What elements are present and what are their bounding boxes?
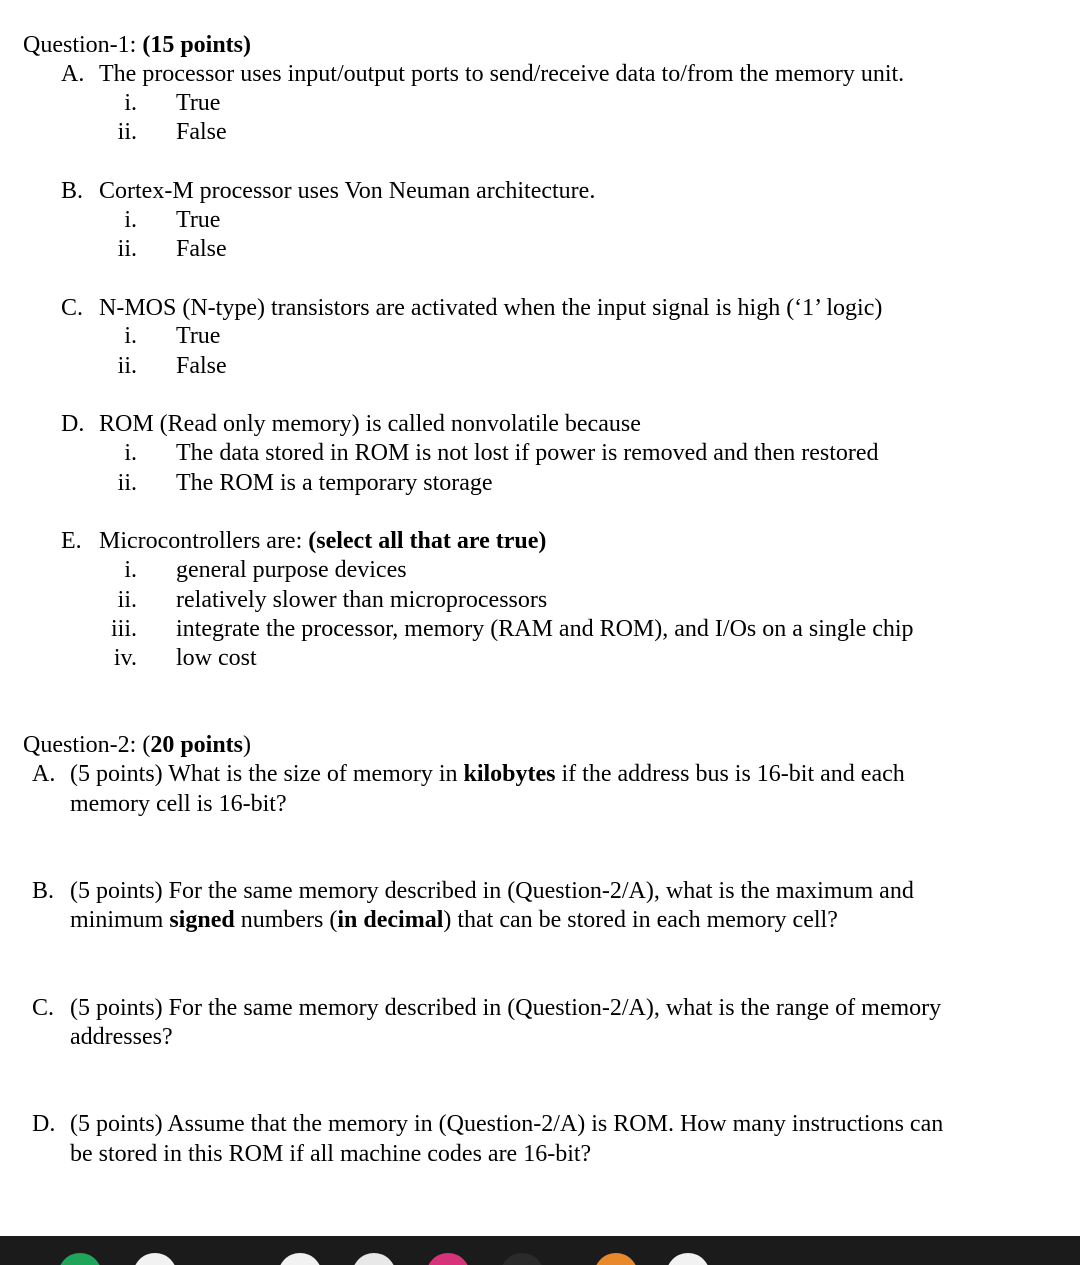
q2-b-text: ) that can be stored in each memory cell? [443, 907, 838, 933]
q1-a-option-num: i. [124, 90, 137, 116]
q1-part-b-label: B. [61, 178, 84, 204]
q1-part-c-text: N-MOS (N-type) transistors are activated when the input signal is high (‘1’ logic) [99, 295, 883, 321]
q1-part-e-text-plain: Microcontrollers are: [99, 528, 309, 554]
app-icon-green[interactable] [58, 1253, 102, 1265]
q1-part-e-text-bold: (select all that are true) [308, 528, 547, 554]
app-icon-orange[interactable] [594, 1253, 638, 1265]
question-1-heading [23, 31, 251, 60]
q1-e-option-num: i. [124, 557, 137, 583]
bottom-dock [0, 1236, 1080, 1265]
q2-b-text: minimum [70, 907, 170, 933]
q1-b-option-text[interactable]: True [176, 207, 221, 233]
app-icon-pink[interactable] [426, 1253, 470, 1265]
q2-part-a-line2: memory cell is 16-bit? [70, 791, 287, 817]
app-icon-white-4[interactable] [666, 1253, 710, 1265]
q1-c-option-num: i. [124, 323, 137, 349]
question-2-heading [23, 731, 251, 760]
q1-part-d-label: D. [61, 411, 85, 437]
app-icon-white-2[interactable] [278, 1253, 322, 1265]
q2-part-b-line2 [70, 906, 838, 935]
q1-d-option-num: ii. [117, 470, 137, 496]
q1-e-option-text[interactable]: general purpose devices [176, 557, 407, 583]
q1-a-option-text[interactable]: False [176, 119, 227, 145]
question-2-title: Question-2: ( [23, 732, 151, 758]
app-icon-dark[interactable] [500, 1253, 544, 1265]
q1-part-b-text: Cortex-M processor uses Von Neuman architecture. [99, 178, 596, 204]
q2-a-text: (5 points) What is the size of memory in [70, 761, 464, 787]
question-2-heading-close: ) [243, 732, 252, 758]
q1-part-e-label: E. [61, 528, 82, 554]
q2-part-c-line1: (5 points) For the same memory described in (Question-2/A), what is the range of memory [70, 995, 942, 1021]
q1-c-option-text[interactable]: True [176, 323, 221, 349]
q2-part-a-label: A. [32, 761, 56, 787]
q1-part-d-text: ROM (Read only memory) is called nonvolatile because [99, 411, 641, 437]
q2-a-bold: kilobytes [463, 761, 556, 787]
app-icon-white-1[interactable] [133, 1253, 177, 1265]
q2-part-a-line1 [70, 760, 905, 789]
q1-part-c-label: C. [61, 295, 84, 321]
question-1-title: Question-1: [23, 32, 143, 58]
q1-d-option-num: i. [124, 440, 137, 466]
q2-part-b-line1: (5 points) For the same memory described in (Question-2/A), what is the maximum and [70, 878, 914, 904]
q1-d-option-text[interactable]: The ROM is a temporary storage [176, 470, 493, 496]
q1-e-option-text[interactable]: low cost [176, 645, 257, 671]
q1-e-option-num: iii. [110, 616, 137, 642]
q1-part-a-text: The processor uses input/output ports to send/receive data to/from the memory unit. [99, 61, 905, 87]
q2-part-b-label: B. [32, 878, 55, 904]
q2-part-c-line2: addresses? [70, 1024, 173, 1050]
q2-b-bold: in decimal [337, 907, 444, 933]
q1-a-option-text[interactable]: True [176, 90, 221, 116]
q2-part-d-line2: be stored in this ROM if all machine codes are 16-bit? [70, 1141, 592, 1167]
q1-c-option-num: ii. [117, 353, 137, 379]
q2-part-c-label: C. [32, 995, 55, 1021]
question-2-points: 20 points [150, 732, 244, 758]
q2-b-bold: signed [169, 907, 235, 933]
q1-e-option-text[interactable]: relatively slower than microprocessors [176, 587, 548, 613]
question-1-points: (15 points) [142, 32, 252, 58]
q1-e-option-num: ii. [117, 587, 137, 613]
q1-b-option-num: ii. [117, 236, 137, 262]
q1-part-e-text [99, 527, 546, 556]
q1-e-option-text[interactable]: integrate the processor, memory (RAM and ROM), and I/Os on a single chip [176, 616, 914, 642]
q1-part-a-label: A. [61, 61, 85, 87]
q2-a-text: if the address bus is 16-bit and each [555, 761, 905, 787]
app-icon-white-3[interactable] [352, 1253, 396, 1265]
q1-b-option-num: i. [124, 207, 137, 233]
q1-a-option-num: ii. [117, 119, 137, 145]
q2-part-d-line1: (5 points) Assume that the memory in (Question-2/A) is ROM. How many instructions can [70, 1111, 944, 1137]
q1-d-option-text[interactable]: The data stored in ROM is not lost if power is removed and then restored [176, 440, 879, 466]
q1-e-option-num: iv. [113, 645, 137, 671]
q2-b-text: numbers ( [234, 907, 338, 933]
q2-part-d-label: D. [32, 1111, 56, 1137]
q1-b-option-text[interactable]: False [176, 236, 227, 262]
q1-c-option-text[interactable]: False [176, 353, 227, 379]
